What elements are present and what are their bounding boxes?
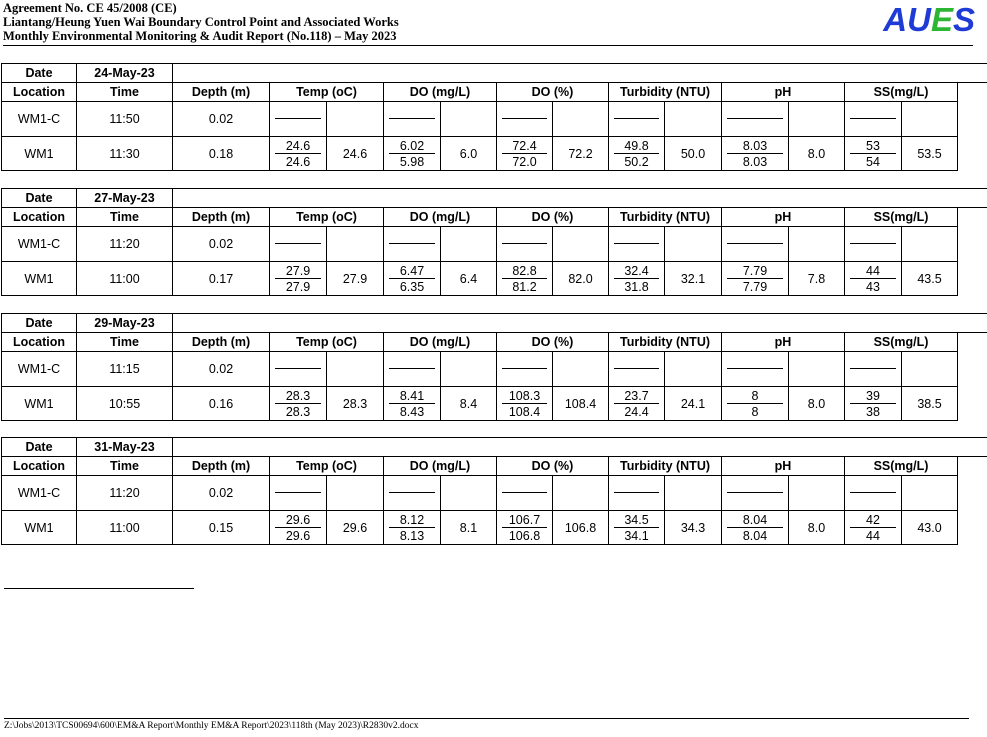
depth-cell: 0.02 bbox=[173, 227, 270, 262]
replicate-1: 8 bbox=[727, 388, 783, 404]
replicate-cell bbox=[609, 511, 665, 545]
location-cell: WM1-C bbox=[2, 352, 77, 387]
do-pct-header: DO (%) bbox=[497, 457, 609, 476]
replicate-2: 31.8 bbox=[624, 279, 649, 294]
replicate-cell bbox=[384, 511, 441, 545]
replicate-1 bbox=[502, 103, 547, 119]
depth-cell: 0.02 bbox=[173, 352, 270, 387]
average-cell bbox=[789, 227, 845, 262]
replicate-cell bbox=[722, 511, 789, 545]
average-cell bbox=[789, 102, 845, 137]
average-cell: 38.5 bbox=[902, 387, 958, 421]
replicate-2 bbox=[502, 493, 547, 509]
report-title: Monthly Environmental Monitoring & Audit Report (No.118) – May 2023 bbox=[3, 29, 397, 43]
replicate-1: 8.12 bbox=[389, 512, 435, 528]
replicate-1: 72.4 bbox=[502, 138, 547, 154]
time-cell: 10:55 bbox=[77, 387, 173, 421]
replicate-1 bbox=[275, 103, 321, 119]
depth-cell: 0.15 bbox=[173, 511, 270, 545]
temp-header: Temp (oC) bbox=[270, 457, 384, 476]
file-path: Z:\Jobs\2013\TCS00694\600\EM&A Report\Monthly EM&A Report\2023\118th (May 2023)\R2830v2.docx bbox=[4, 721, 419, 731]
replicate-cell bbox=[497, 227, 553, 262]
average-cell bbox=[789, 352, 845, 387]
replicate-1 bbox=[275, 353, 321, 369]
monitoring-table bbox=[1, 437, 987, 545]
time-header: Time bbox=[77, 83, 173, 102]
ph-header: pH bbox=[722, 208, 845, 227]
depth-cell: 0.02 bbox=[173, 476, 270, 511]
monitoring-table bbox=[1, 313, 987, 421]
date-label: Date bbox=[2, 189, 77, 208]
replicate-cell bbox=[609, 227, 665, 262]
date-value: 24-May-23 bbox=[77, 64, 173, 83]
replicate-2 bbox=[727, 369, 783, 385]
replicate-2: 44 bbox=[866, 528, 880, 543]
replicate-cell bbox=[722, 476, 789, 511]
date-row-blank bbox=[173, 189, 987, 208]
replicate-2: 8.03 bbox=[742, 154, 768, 169]
replicate-2: 43 bbox=[866, 279, 880, 294]
date-label: Date bbox=[2, 64, 77, 83]
average-cell: 72.2 bbox=[553, 137, 609, 171]
replicate-1: 49.8 bbox=[614, 138, 659, 154]
replicate-1: 39 bbox=[850, 388, 896, 404]
average-cell bbox=[902, 476, 958, 511]
logo-letter-u: U bbox=[907, 1, 931, 38]
replicate-1 bbox=[502, 477, 547, 493]
table-row bbox=[2, 137, 987, 171]
time-cell: 11:15 bbox=[77, 352, 173, 387]
replicate-2 bbox=[389, 493, 435, 509]
replicate-2 bbox=[389, 119, 435, 135]
average-cell bbox=[665, 352, 722, 387]
time-header: Time bbox=[77, 333, 173, 352]
average-cell bbox=[441, 476, 497, 511]
average-cell: 108.4 bbox=[553, 387, 609, 421]
average-cell: 6.0 bbox=[441, 137, 497, 171]
replicate-2 bbox=[502, 244, 547, 260]
average-cell bbox=[665, 476, 722, 511]
average-cell: 8.1 bbox=[441, 511, 497, 545]
average-cell: 6.4 bbox=[441, 262, 497, 296]
replicate-1: 27.9 bbox=[275, 263, 321, 279]
replicate-cell bbox=[270, 102, 327, 137]
location-cell: WM1 bbox=[2, 262, 77, 296]
average-cell: 24.6 bbox=[327, 137, 384, 171]
replicate-1: 53 bbox=[850, 138, 896, 154]
replicate-cell bbox=[722, 227, 789, 262]
replicate-1 bbox=[850, 477, 896, 493]
temp-header: Temp (oC) bbox=[270, 208, 384, 227]
replicate-2: 50.2 bbox=[624, 154, 649, 169]
replicate-2: 38 bbox=[866, 404, 880, 419]
replicate-cell bbox=[722, 262, 789, 296]
replicate-cell bbox=[384, 262, 441, 296]
average-cell bbox=[441, 227, 497, 262]
average-cell bbox=[441, 352, 497, 387]
replicate-1: 108.3 bbox=[502, 388, 547, 404]
replicate-1 bbox=[850, 228, 896, 244]
replicate-1 bbox=[502, 228, 547, 244]
replicate-cell bbox=[270, 137, 327, 171]
average-cell: 82.0 bbox=[553, 262, 609, 296]
replicate-cell bbox=[609, 137, 665, 171]
replicate-1 bbox=[850, 353, 896, 369]
replicate-1: 106.7 bbox=[502, 512, 547, 528]
replicate-2: 27.9 bbox=[285, 279, 311, 294]
replicate-cell bbox=[609, 262, 665, 296]
replicate-2: 29.6 bbox=[285, 528, 311, 543]
replicate-cell bbox=[497, 387, 553, 421]
average-cell: 8.0 bbox=[789, 137, 845, 171]
do-mgl-header: DO (mg/L) bbox=[384, 208, 497, 227]
average-cell: 106.8 bbox=[553, 511, 609, 545]
replicate-2 bbox=[850, 119, 896, 135]
table-row bbox=[2, 102, 987, 137]
do-mgl-header: DO (mg/L) bbox=[384, 457, 497, 476]
time-cell: 11:30 bbox=[77, 137, 173, 171]
time-header: Time bbox=[77, 208, 173, 227]
replicate-cell bbox=[845, 227, 902, 262]
ss-header: SS(mg/L) bbox=[845, 457, 958, 476]
location-cell: WM1 bbox=[2, 387, 77, 421]
replicate-1: 8.41 bbox=[389, 388, 435, 404]
replicate-1 bbox=[502, 353, 547, 369]
replicate-cell bbox=[609, 387, 665, 421]
depth-header: Depth (m) bbox=[173, 457, 270, 476]
footnote-rule bbox=[4, 588, 194, 589]
replicate-1 bbox=[850, 103, 896, 119]
logo-letter-s: S bbox=[952, 1, 975, 38]
location-cell: WM1-C bbox=[2, 227, 77, 262]
average-cell bbox=[327, 227, 384, 262]
date-label: Date bbox=[2, 314, 77, 333]
date-value: 29-May-23 bbox=[77, 314, 173, 333]
replicate-2 bbox=[850, 369, 896, 385]
replicate-cell bbox=[384, 387, 441, 421]
replicate-cell bbox=[845, 102, 902, 137]
date-label: Date bbox=[2, 438, 77, 457]
replicate-2 bbox=[850, 493, 896, 509]
ss-header: SS(mg/L) bbox=[845, 333, 958, 352]
replicate-2: 72.0 bbox=[512, 154, 537, 169]
replicate-cell bbox=[722, 102, 789, 137]
replicate-2: 106.8 bbox=[508, 528, 541, 543]
depth-cell: 0.02 bbox=[173, 102, 270, 137]
do-mgl-header: DO (mg/L) bbox=[384, 333, 497, 352]
do-mgl-header: DO (mg/L) bbox=[384, 83, 497, 102]
replicate-2 bbox=[275, 244, 321, 260]
replicate-cell bbox=[845, 511, 902, 545]
replicate-cell bbox=[609, 102, 665, 137]
logo-letter-e: E bbox=[930, 1, 953, 38]
replicate-2: 108.4 bbox=[508, 404, 541, 419]
time-cell: 11:00 bbox=[77, 262, 173, 296]
average-cell bbox=[665, 227, 722, 262]
replicate-1: 28.3 bbox=[275, 388, 321, 404]
average-cell: 43.0 bbox=[902, 511, 958, 545]
replicate-1: 23.7 bbox=[614, 388, 659, 404]
location-cell: WM1-C bbox=[2, 476, 77, 511]
average-cell: 8.0 bbox=[789, 511, 845, 545]
average-cell: 32.1 bbox=[665, 262, 722, 296]
turbidity-header: Turbidity (NTU) bbox=[609, 208, 722, 227]
table-row bbox=[2, 227, 987, 262]
location-cell: WM1-C bbox=[2, 102, 77, 137]
do-pct-header: DO (%) bbox=[497, 333, 609, 352]
depth-header: Depth (m) bbox=[173, 83, 270, 102]
replicate-1: 24.6 bbox=[275, 138, 321, 154]
turbidity-header: Turbidity (NTU) bbox=[609, 457, 722, 476]
average-cell bbox=[327, 102, 384, 137]
replicate-2 bbox=[502, 119, 547, 135]
average-cell: 8.4 bbox=[441, 387, 497, 421]
replicate-cell bbox=[384, 476, 441, 511]
replicate-1 bbox=[275, 228, 321, 244]
date-row-blank bbox=[173, 314, 987, 333]
average-cell bbox=[902, 102, 958, 137]
replicate-cell bbox=[497, 352, 553, 387]
replicate-cell bbox=[722, 387, 789, 421]
replicate-cell bbox=[270, 511, 327, 545]
average-cell bbox=[553, 352, 609, 387]
replicate-1: 42 bbox=[850, 512, 896, 528]
replicate-1: 8.04 bbox=[727, 512, 783, 528]
logo-letter-a: A bbox=[883, 1, 908, 38]
replicate-1: 34.5 bbox=[614, 512, 659, 528]
location-cell: WM1 bbox=[2, 511, 77, 545]
replicate-2: 8.04 bbox=[742, 528, 768, 543]
replicate-1 bbox=[727, 477, 783, 493]
replicate-1: 32.4 bbox=[614, 263, 659, 279]
replicate-1 bbox=[727, 353, 783, 369]
replicate-1 bbox=[614, 103, 659, 119]
replicate-2: 5.98 bbox=[399, 154, 425, 169]
replicate-2 bbox=[275, 369, 321, 385]
replicate-1 bbox=[614, 228, 659, 244]
footer-rule bbox=[4, 718, 969, 719]
replicate-1 bbox=[389, 477, 435, 493]
replicate-cell bbox=[609, 352, 665, 387]
ph-header: pH bbox=[722, 333, 845, 352]
replicate-cell bbox=[384, 102, 441, 137]
replicate-cell bbox=[497, 262, 553, 296]
replicate-2 bbox=[275, 119, 321, 135]
do-pct-header: DO (%) bbox=[497, 208, 609, 227]
average-cell bbox=[553, 227, 609, 262]
date-value: 31-May-23 bbox=[77, 438, 173, 457]
location-header: Location bbox=[2, 457, 77, 476]
replicate-2: 28.3 bbox=[285, 404, 311, 419]
replicate-2: 24.4 bbox=[624, 404, 649, 419]
replicate-cell bbox=[270, 262, 327, 296]
replicate-1: 44 bbox=[850, 263, 896, 279]
replicate-2: 81.2 bbox=[512, 279, 537, 294]
average-cell: 27.9 bbox=[327, 262, 384, 296]
location-header: Location bbox=[2, 83, 77, 102]
replicate-1 bbox=[389, 228, 435, 244]
replicate-cell bbox=[845, 137, 902, 171]
monitoring-table bbox=[1, 188, 987, 296]
replicate-cell bbox=[845, 387, 902, 421]
replicate-cell bbox=[384, 227, 441, 262]
average-cell: 8.0 bbox=[789, 387, 845, 421]
average-cell bbox=[327, 352, 384, 387]
replicate-cell bbox=[497, 137, 553, 171]
ss-header: SS(mg/L) bbox=[845, 83, 958, 102]
temp-header: Temp (oC) bbox=[270, 83, 384, 102]
replicate-2: 54 bbox=[866, 154, 880, 169]
average-cell bbox=[553, 102, 609, 137]
replicate-cell bbox=[270, 387, 327, 421]
replicate-cell bbox=[384, 137, 441, 171]
replicate-2 bbox=[614, 244, 659, 260]
replicate-2 bbox=[850, 244, 896, 260]
table-row bbox=[2, 476, 987, 511]
replicate-cell bbox=[497, 476, 553, 511]
table-row bbox=[2, 511, 987, 545]
ph-header: pH bbox=[722, 457, 845, 476]
average-cell: 28.3 bbox=[327, 387, 384, 421]
average-cell: 24.1 bbox=[665, 387, 722, 421]
depth-header: Depth (m) bbox=[173, 208, 270, 227]
depth-cell: 0.16 bbox=[173, 387, 270, 421]
average-cell bbox=[902, 352, 958, 387]
replicate-cell bbox=[270, 227, 327, 262]
time-cell: 11:00 bbox=[77, 511, 173, 545]
replicate-cell bbox=[497, 511, 553, 545]
average-cell: 50.0 bbox=[665, 137, 722, 171]
time-cell: 11:50 bbox=[77, 102, 173, 137]
time-header: Time bbox=[77, 457, 173, 476]
aues-logo bbox=[883, 1, 975, 39]
replicate-2: 8.13 bbox=[399, 528, 425, 543]
replicate-cell bbox=[384, 352, 441, 387]
turbidity-header: Turbidity (NTU) bbox=[609, 333, 722, 352]
replicate-2 bbox=[614, 493, 659, 509]
replicate-2 bbox=[727, 244, 783, 260]
depth-cell: 0.17 bbox=[173, 262, 270, 296]
average-cell bbox=[327, 476, 384, 511]
replicate-2 bbox=[727, 119, 783, 135]
time-cell: 11:20 bbox=[77, 227, 173, 262]
replicate-1: 6.47 bbox=[389, 263, 435, 279]
replicate-cell bbox=[722, 137, 789, 171]
replicate-1 bbox=[614, 477, 659, 493]
replicate-1 bbox=[389, 353, 435, 369]
replicate-1 bbox=[614, 353, 659, 369]
replicate-1 bbox=[275, 477, 321, 493]
average-cell: 7.8 bbox=[789, 262, 845, 296]
replicate-cell bbox=[270, 476, 327, 511]
turbidity-header: Turbidity (NTU) bbox=[609, 83, 722, 102]
replicate-cell bbox=[845, 352, 902, 387]
date-value: 27-May-23 bbox=[77, 189, 173, 208]
average-cell: 29.6 bbox=[327, 511, 384, 545]
replicate-cell bbox=[609, 476, 665, 511]
report-header bbox=[3, 1, 978, 46]
replicate-1: 7.79 bbox=[727, 263, 783, 279]
average-cell bbox=[665, 102, 722, 137]
replicate-2 bbox=[389, 369, 435, 385]
do-pct-header: DO (%) bbox=[497, 83, 609, 102]
replicate-1 bbox=[389, 103, 435, 119]
replicate-1 bbox=[727, 228, 783, 244]
replicate-2 bbox=[614, 369, 659, 385]
agreement-number: Agreement No. CE 45/2008 (CE) bbox=[3, 1, 177, 15]
ss-header: SS(mg/L) bbox=[845, 208, 958, 227]
average-cell: 34.3 bbox=[665, 511, 722, 545]
table-row bbox=[2, 387, 987, 421]
replicate-2: 34.1 bbox=[624, 528, 649, 543]
replicate-1: 8.03 bbox=[727, 138, 783, 154]
header-rule bbox=[3, 45, 973, 46]
replicate-2 bbox=[614, 119, 659, 135]
replicate-2: 6.35 bbox=[399, 279, 425, 294]
replicate-2 bbox=[502, 369, 547, 385]
replicate-cell bbox=[270, 352, 327, 387]
replicate-2 bbox=[389, 244, 435, 260]
ph-header: pH bbox=[722, 83, 845, 102]
location-cell: WM1 bbox=[2, 137, 77, 171]
depth-header: Depth (m) bbox=[173, 333, 270, 352]
replicate-2: 7.79 bbox=[742, 279, 768, 294]
date-row-blank bbox=[173, 438, 987, 457]
replicate-2: 8 bbox=[751, 404, 759, 419]
replicate-1 bbox=[727, 103, 783, 119]
replicate-2: 24.6 bbox=[285, 154, 311, 169]
replicate-2 bbox=[727, 493, 783, 509]
depth-cell: 0.18 bbox=[173, 137, 270, 171]
replicate-1: 82.8 bbox=[502, 263, 547, 279]
time-cell: 11:20 bbox=[77, 476, 173, 511]
replicate-1: 29.6 bbox=[275, 512, 321, 528]
average-cell: 43.5 bbox=[902, 262, 958, 296]
replicate-cell bbox=[845, 262, 902, 296]
date-row-blank bbox=[173, 64, 987, 83]
average-cell: 53.5 bbox=[902, 137, 958, 171]
replicate-1: 6.02 bbox=[389, 138, 435, 154]
temp-header: Temp (oC) bbox=[270, 333, 384, 352]
replicate-cell bbox=[722, 352, 789, 387]
average-cell bbox=[553, 476, 609, 511]
monitoring-table bbox=[1, 63, 987, 171]
replicate-2 bbox=[275, 493, 321, 509]
location-header: Location bbox=[2, 333, 77, 352]
location-header: Location bbox=[2, 208, 77, 227]
replicate-cell bbox=[497, 102, 553, 137]
average-cell bbox=[441, 102, 497, 137]
average-cell bbox=[902, 227, 958, 262]
project-title: Liantang/Heung Yuen Wai Boundary Control Point and Associated Works bbox=[3, 15, 399, 29]
table-row bbox=[2, 262, 987, 296]
replicate-cell bbox=[845, 476, 902, 511]
replicate-2: 8.43 bbox=[399, 404, 425, 419]
table-row bbox=[2, 352, 987, 387]
average-cell bbox=[789, 476, 845, 511]
